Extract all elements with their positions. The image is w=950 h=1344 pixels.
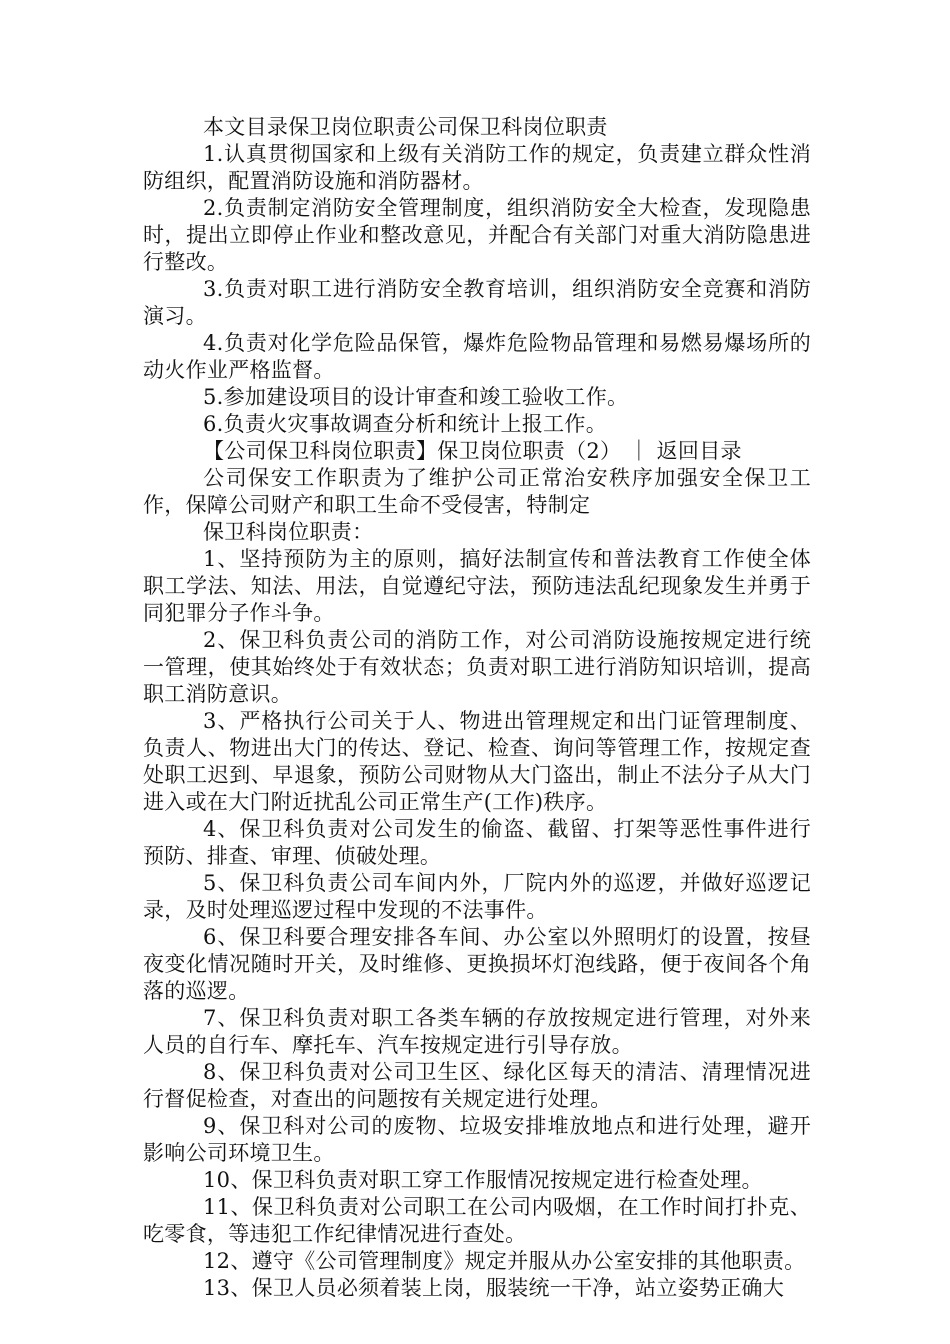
duty-item-11: 11、保卫科负责对公司职工在公司内吸烟，在工作时间打扑克、吃零食，等违犯工作纪律情况进行查处。 xyxy=(143,1195,811,1246)
duty-item-7: 7、保卫科负责对职工各类车辆的存放按规定进行管理，对外来人员的自行车、摩托车、汽车按规定进行引导存放。 xyxy=(143,1006,811,1057)
duty-item-10: 10、保卫科负责对职工穿工作服情况按规定进行检查处理。 xyxy=(203,1168,763,1192)
paragraph-2: 2.负责制定消防安全管理制度，组织消防安全大检查，发现隐患时，提出立即停止作业和整改意见，并配合有关部门对重大消防隐患进行整改。 xyxy=(143,196,811,274)
paragraph-toc-title: 本文目录保卫岗位职责公司保卫科岗位职责 xyxy=(203,115,608,139)
paragraph-subheading: 保卫科岗位职责： xyxy=(203,520,374,544)
duty-item-1: 1、坚持预防为主的原则，搞好法制宣传和普法教育工作使全体职工学法、知法、用法，自觉遵纪守法，预防违法乱纪现象发生并勇于同犯罪分子作斗争。 xyxy=(143,547,811,625)
paragraph-1: 1.认真贯彻国家和上级有关消防工作的规定，负责建立群众性消防组织，配置消防设施和消防器材。 xyxy=(143,142,811,193)
duty-item-13: 13、保卫人员必须着装上岗，服装统一干净，站立姿势正确大 xyxy=(203,1276,785,1300)
duty-item-12: 12、遵守《公司管理制度》规定并服从办公室安排的其他职责。 xyxy=(203,1249,806,1273)
duty-item-3: 3、严格执行公司关于人、物进出管理规定和出门证管理制度、负责人、物进出大门的传达、登记、检查、询问等管理工作，按规定查处职工迟到、早退象，预防公司财物从大门盗出，制止不法分子从大门进入或在大门附近扰乱公司正常生产(工作)秩序。 xyxy=(143,709,811,814)
duty-item-4: 4、保卫科负责对公司发生的偷盗、截留、打架等恶性事件进行预防、排查、审理、侦破处理。 xyxy=(143,817,811,868)
duty-item-2: 2、保卫科负责公司的消防工作，对公司消防设施按规定进行统一管理，使其始终处于有效状态；负责对职工进行消防知识培训，提高职工消防意识。 xyxy=(143,628,811,706)
paragraph-6: 6.负责火灾事故调查分析和统计上报工作。 xyxy=(203,412,608,436)
duty-item-8: 8、保卫科负责对公司卫生区、绿化区每天的清洁、清理情况进行督促检查，对查出的问题按有关规定进行处理。 xyxy=(143,1060,811,1111)
duty-item-6: 6、保卫科要合理安排各车间、办公室以外照明灯的设置，按昼夜变化情况随时开关，及时维修、更换损坏灯泡线路，便于夜间各个角落的巡逻。 xyxy=(143,925,811,1003)
paragraph-4: 4.负责对化学危险品保管，爆炸危险物品管理和易燃易爆场所的动火作业严格监督。 xyxy=(143,331,811,382)
duty-item-9: 9、保卫科对公司的废物、垃圾安排堆放地点和进行处理，避开影响公司环境卫生。 xyxy=(143,1114,811,1165)
duty-item-5: 5、保卫科负责公司车间内外，厂院内外的巡逻，并做好巡逻记录，及时处理巡逻过程中发现的不法事件。 xyxy=(143,871,811,922)
document-body xyxy=(143,114,811,1302)
paragraph-intro: 公司保安工作职责为了维护公司正常治安秩序加强安全保卫工作，保障公司财产和职工生命不受侵害，特制定 xyxy=(143,466,811,517)
section-heading-link[interactable]: 【公司保卫科岗位职责】保卫岗位职责（2） ｜ 返回目录 xyxy=(203,439,742,463)
paragraph-3: 3.负责对职工进行消防安全教育培训，组织消防安全竞赛和消防演习。 xyxy=(143,277,811,328)
paragraph-5: 5.参加建设项目的设计审查和竣工验收工作。 xyxy=(203,385,629,409)
